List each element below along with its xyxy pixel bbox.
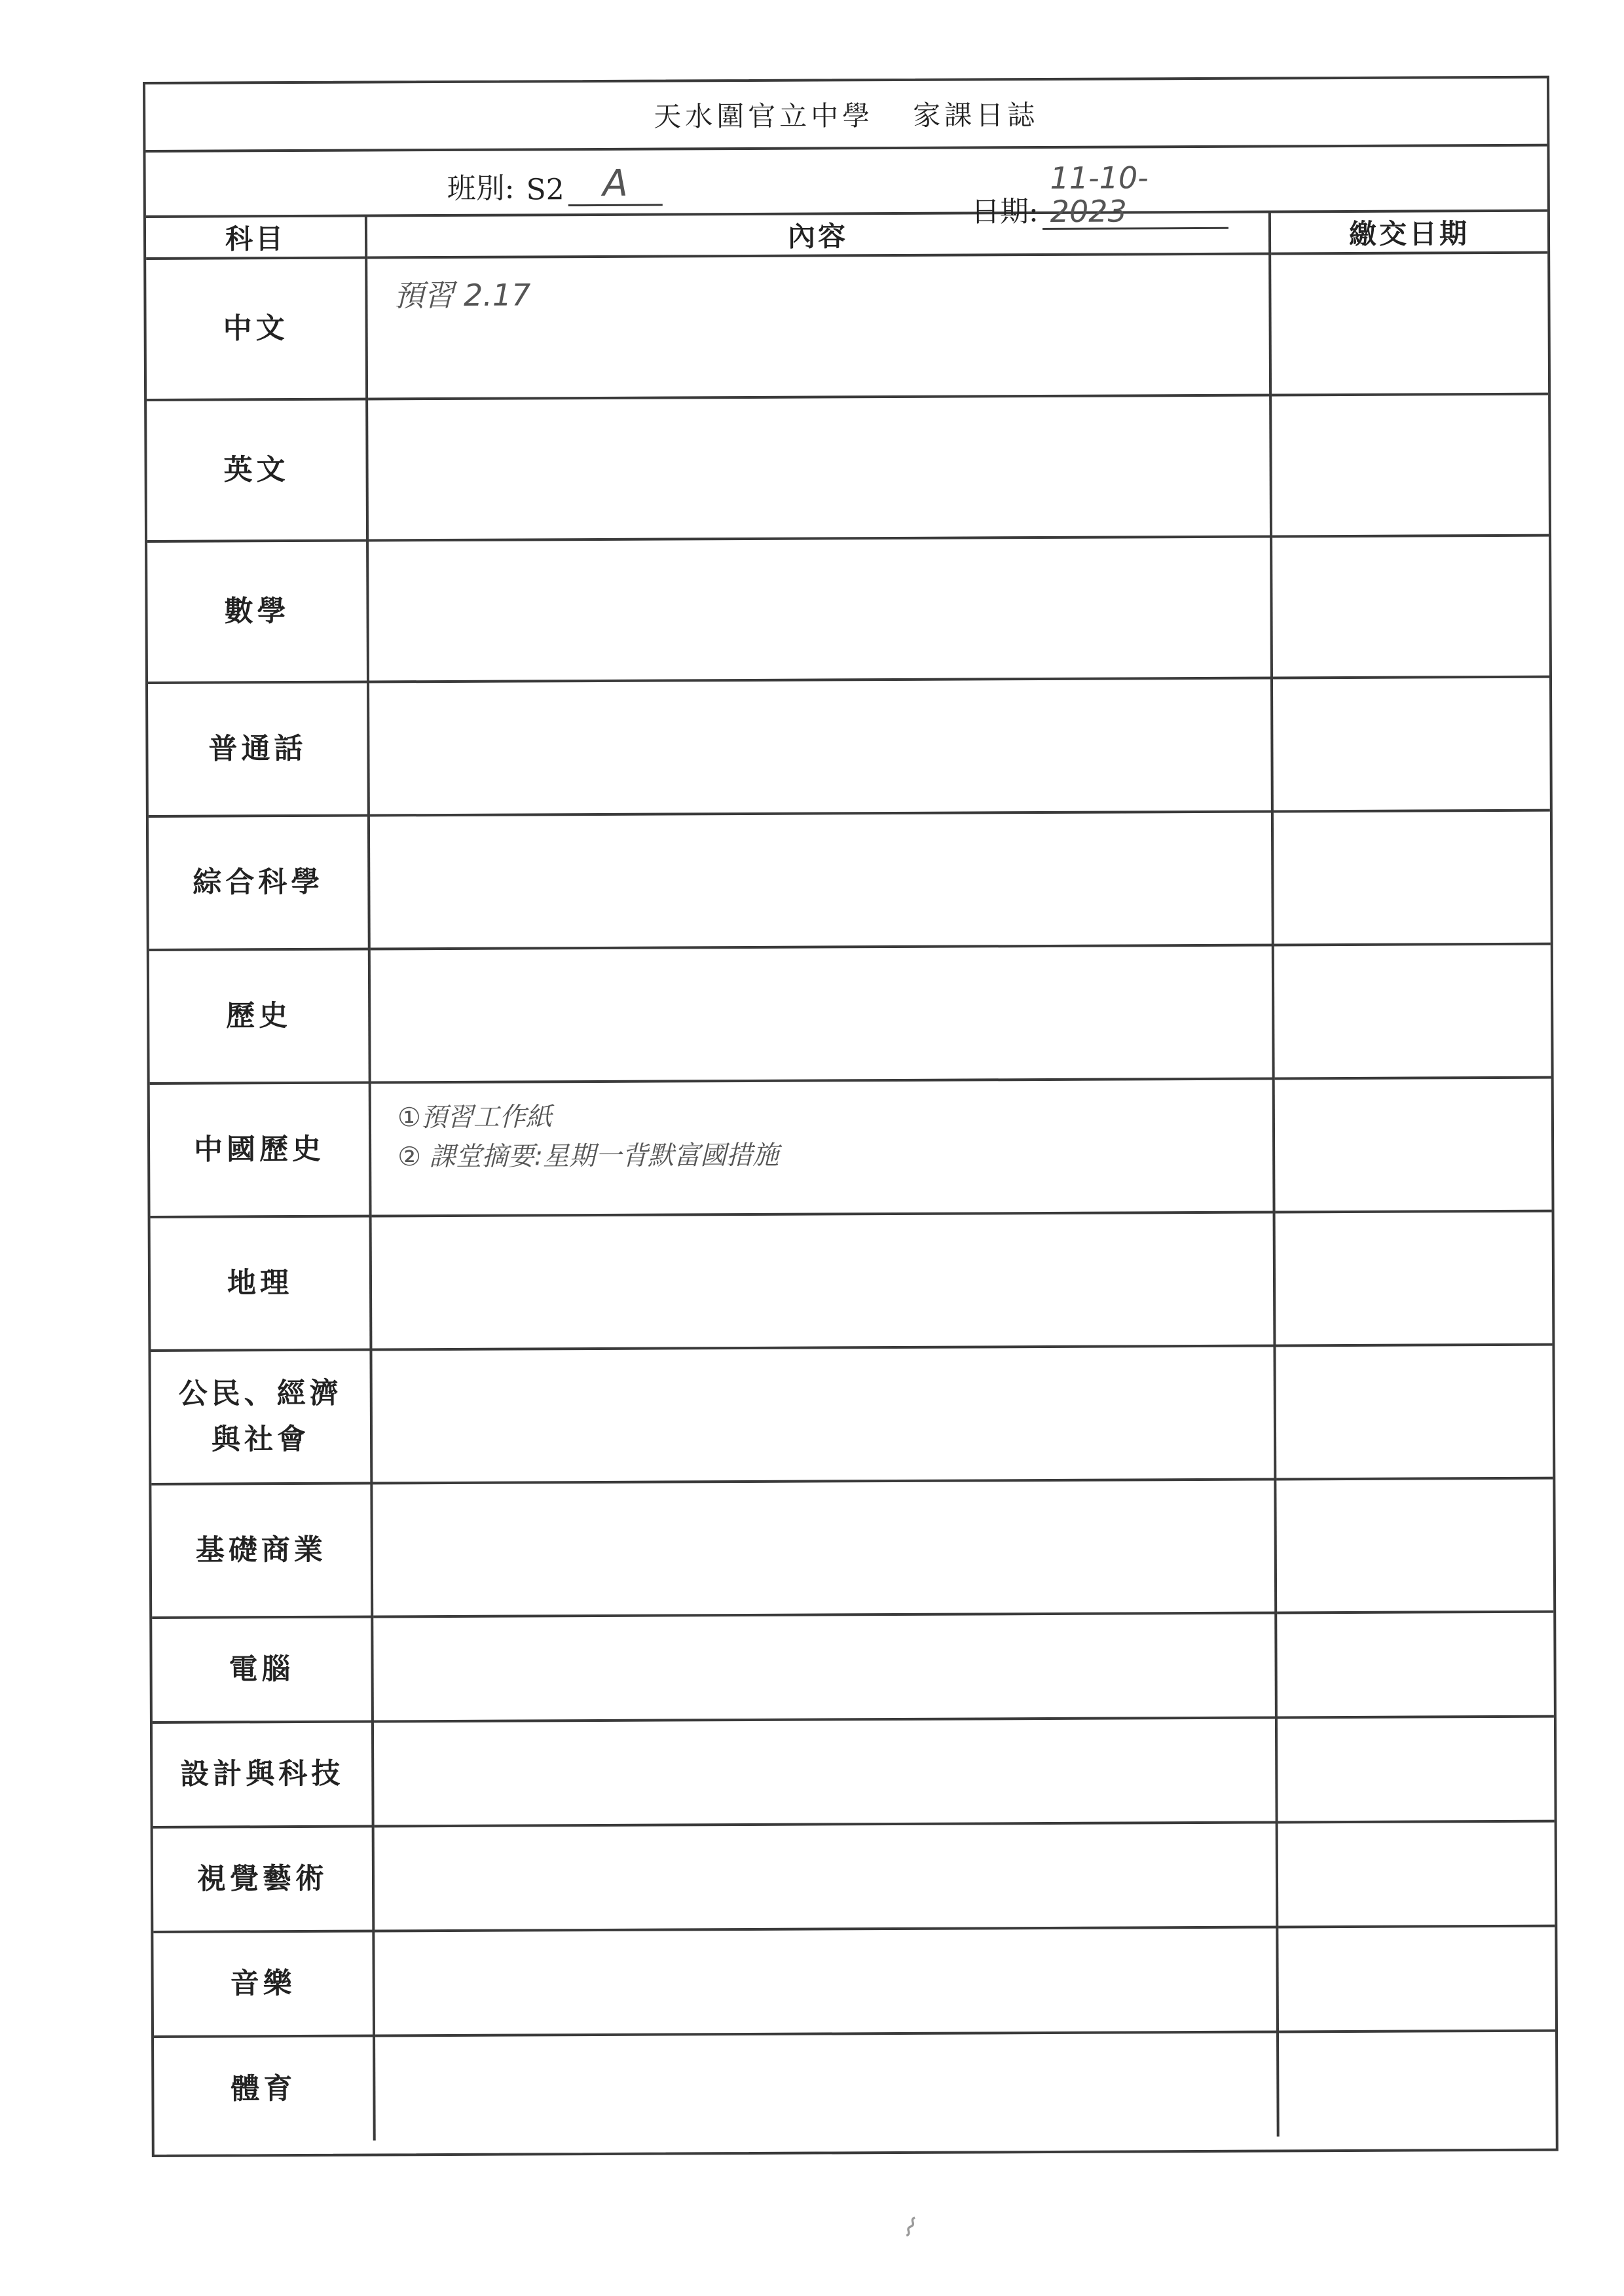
content-cell — [368, 678, 1272, 815]
subject-cell: 中國歷史 — [150, 1083, 371, 1217]
school-name: 天水圍官立中學 — [654, 100, 874, 133]
subject-cell: 綜合科學 — [149, 816, 369, 950]
content-line: ①預習工作紙 — [397, 1102, 552, 1133]
content-cell — [371, 1345, 1275, 1483]
due-date-cell — [1277, 1821, 1555, 1927]
due-date-cell — [1273, 944, 1551, 1079]
table-row — [150, 1078, 1552, 1217]
table-row — [147, 394, 1549, 541]
subject-cell: 數學 — [147, 541, 368, 683]
content-cell — [371, 1212, 1275, 1349]
due-date-cell — [1272, 811, 1551, 945]
date-label: 日期: — [970, 195, 1039, 229]
subject-cell: 普通話 — [148, 682, 369, 816]
table-row — [149, 811, 1551, 950]
form-title — [145, 79, 1547, 153]
due-date-cell — [1270, 253, 1548, 395]
subject-column-header: 科目 — [146, 217, 366, 259]
subject-cell: 電腦 — [152, 1616, 373, 1722]
subject-cell: 地理 — [151, 1216, 371, 1351]
content-cell — [367, 395, 1271, 540]
due-date-cell — [1278, 2031, 1556, 2137]
subject-cell: 中文 — [146, 258, 367, 400]
table-row — [149, 944, 1551, 1084]
table-row — [153, 1821, 1555, 1932]
content-cell — [371, 1479, 1276, 1616]
homework-diary-form — [143, 76, 1559, 2157]
table-header — [146, 212, 1547, 259]
due-date-cell — [1272, 677, 1550, 812]
due-date-cell — [1274, 1078, 1552, 1212]
table-row — [147, 536, 1549, 683]
due-date-cell — [1275, 1478, 1553, 1613]
due-date-cell — [1274, 1211, 1553, 1346]
class-label: 班別: — [447, 172, 515, 206]
content-cell — [372, 1613, 1276, 1721]
content-cell — [374, 2032, 1278, 2140]
subject-cell: 音樂 — [153, 1931, 374, 2036]
table-row — [153, 1717, 1555, 1827]
content-cell — [369, 945, 1274, 1082]
due-date-cell — [1276, 1612, 1554, 1718]
content-line: 預習 2.17 — [394, 277, 531, 314]
content-cell — [366, 253, 1270, 399]
due-date-cell — [1271, 536, 1549, 678]
date-value: 11-10-2023 — [1042, 161, 1228, 230]
table-row — [154, 2031, 1556, 2141]
subject-cell: 英文 — [147, 399, 367, 541]
subject-cell: 歷史 — [149, 949, 370, 1084]
class-field — [447, 164, 663, 207]
content-cell — [367, 536, 1272, 682]
info-row — [145, 147, 1547, 229]
due-date-cell — [1276, 1717, 1555, 1823]
table-row — [151, 1345, 1553, 1484]
date-field — [971, 161, 1228, 230]
subject-cell: 基礎商業 — [151, 1483, 372, 1617]
due-column-header: 繳交日期 — [1270, 212, 1547, 254]
stray-pen-mark: ⌇ — [898, 2212, 923, 2244]
table-body — [146, 253, 1556, 2141]
table-row — [146, 253, 1548, 400]
content-cell — [373, 1717, 1277, 1826]
class-prefix: S2 — [526, 172, 564, 207]
table-row — [153, 1926, 1555, 2037]
class-value: A — [568, 164, 663, 206]
subject-cell: 體育 — [154, 2035, 375, 2141]
content-cell — [373, 1927, 1278, 2035]
content-cell — [370, 1078, 1274, 1216]
table-row — [151, 1211, 1553, 1351]
diary-title: 家課日誌 — [913, 99, 1039, 132]
subject-cell: 設計與科技 — [153, 1721, 373, 1827]
table-row — [148, 677, 1550, 816]
table-row — [151, 1478, 1553, 1618]
content-column-header: 內容 — [366, 213, 1270, 257]
due-date-cell — [1277, 1926, 1555, 2032]
subject-cell: 公民、經濟 與社會 — [151, 1349, 371, 1484]
due-date-cell — [1274, 1345, 1553, 1480]
homework-table — [146, 212, 1556, 2141]
subject-cell: 視覺藝術 — [153, 1826, 374, 1931]
content-cell — [369, 811, 1273, 949]
content-cell — [373, 1822, 1278, 1931]
table-row — [152, 1612, 1554, 1722]
due-date-cell — [1270, 394, 1549, 537]
content-line: ② 課堂摘要:星期一背默富國措施 — [397, 1140, 779, 1173]
